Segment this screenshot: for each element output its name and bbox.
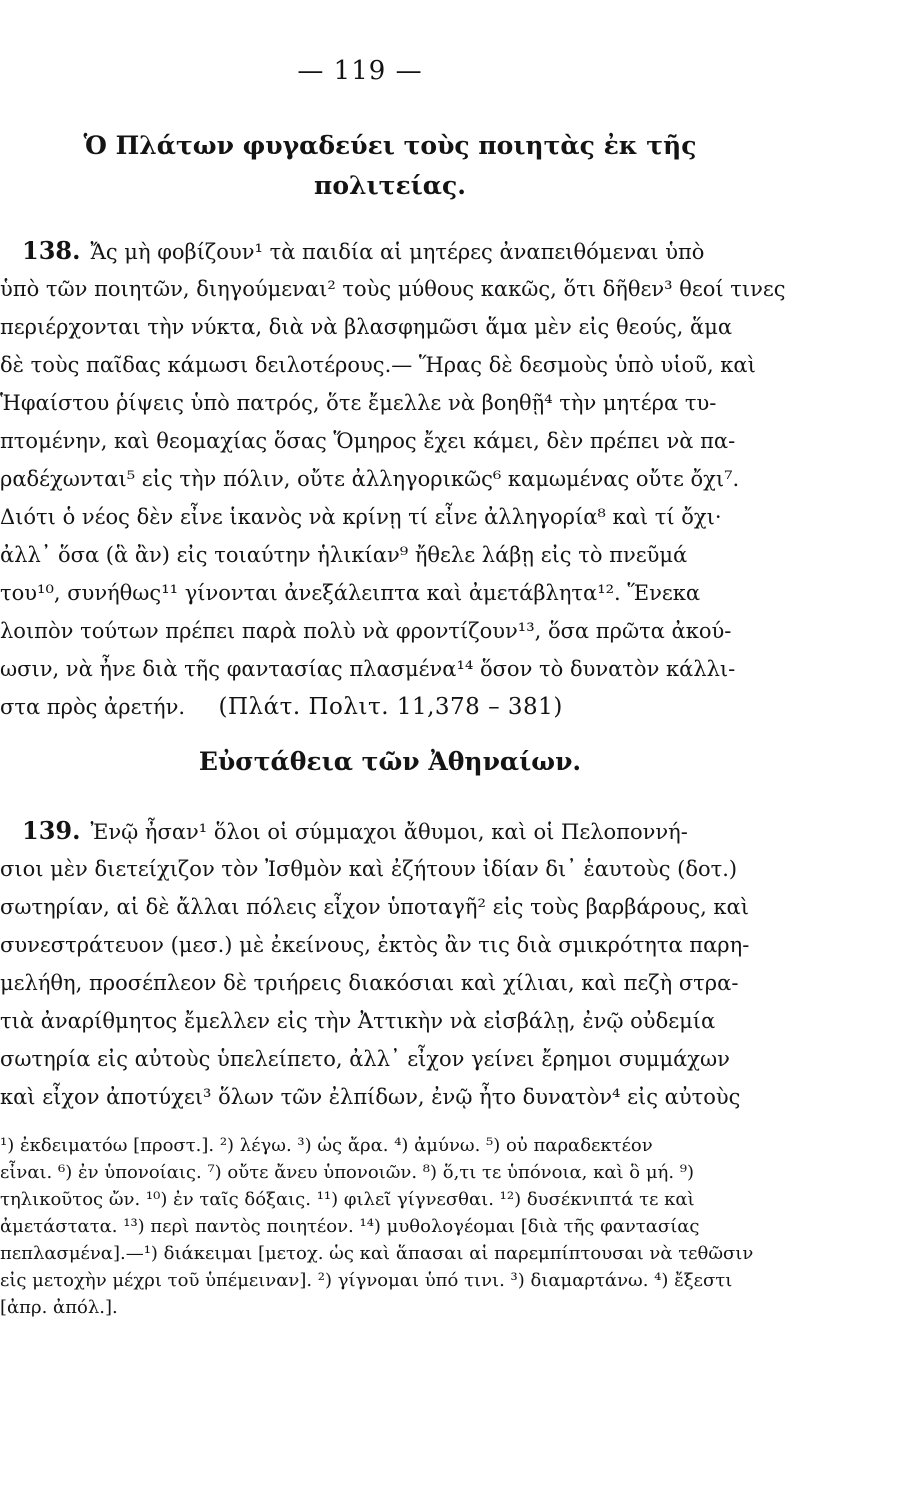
footnote-line: τηλικοῦτος ὤν. ¹⁰) ἐν ταῖς δόξαις. ¹¹) φιλεῖ γίγνεσθαι. ¹²) δυσέκνιπτά τε καὶ bbox=[0, 1189, 695, 1210]
section-139-heading: Εὐστάθεια τῶν Ἀθηναίων. bbox=[198, 747, 582, 776]
text-line: λοιπὸν τούτων πρέπει παρὰ πολὺ νὰ φροντίζουν¹³, ὅσα πρῶτα ἀκού- bbox=[0, 619, 732, 643]
text-line-content: Ἄς μὴ φοβίζουν¹ τὰ παιδία αἱ μητέρες ἀναπειθόμεναι ὑπὸ bbox=[90, 240, 705, 264]
text-line: μελήθη, προσέπλεον δὲ τριήρεις διακόσιαι καὶ χίλιαι, καὶ πεζὴ στρα- bbox=[0, 971, 739, 995]
text-line: τιὰ ἀναρίθμητος ἔμελλεν εἰς τὴν Ἀττικὴν νὰ εἰσβάλῃ, ἐνῷ οὐδεμία bbox=[0, 1009, 716, 1033]
text-line: σωτηρίαν, αἱ δὲ ἄλλαι πόλεις εἶχον ὑποταγῆ² εἰς τοὺς βαρβάρους, καὶ bbox=[0, 895, 749, 919]
text-line: περιέρχονται τὴν νύκτα, διὰ νὰ βλασφημῶσι ἅμα μὲν εἰς θεούς, ἅμα bbox=[0, 315, 733, 339]
footnote-line: ἀμετάστατα. ¹³) περὶ παντὸς ποιητέον. ¹⁴) μυθολογέομαι [διὰ τῆς φαντασίας bbox=[0, 1216, 700, 1237]
text-line: του¹⁰, συνήθως¹¹ γίνονται ἀνεξάλειπτα καὶ ἀμετάβλητα¹². Ἕνεκα bbox=[0, 581, 701, 605]
text-line: ραδέχωνται⁵ εἰς τὴν πόλιν, οὔτε ἀλληγορικῶς⁶ καμωμένας οὔτε ὄχι⁷. bbox=[0, 467, 740, 491]
text-line: ἀλλ᾽ ὅσα (ἃ ἂν) εἰς τοιαύτην ἡλικίαν⁹ ἤθελε λάβῃ εἰς τὸ πνεῦμά bbox=[0, 543, 688, 567]
page-number: — 119 — bbox=[297, 56, 423, 86]
text-line bbox=[22, 812, 910, 850]
text-line: Ἡφαίστου ῥίψεις ὑπὸ πατρός, ὅτε ἔμελλε νὰ βοηθῇ⁴ τὴν μητέρα τυ- bbox=[0, 391, 717, 415]
text-line: καὶ εἶχον ἀποτύχει³ ὅλων τῶν ἐλπίδων, ἐνῷ ἦτο δυνατὸν⁴ εἰς αὐτοὺς bbox=[0, 1085, 741, 1109]
footnote-line: εἰς μετοχὴν μέχρι τοῦ ὑπέμειναν]. ²) γίγνομαι ὑπό τινι. ³) διαμαρτάνω. ⁴) ἔξεστι bbox=[0, 1270, 733, 1291]
section-138-heading: Ὁ Πλάτων φυγαδεύει τοὺς ποιητὰς ἐκ τῆς πολιτείας. bbox=[83, 131, 697, 200]
text-line: ωσιν, νὰ ἦνε διὰ τῆς φαντασίας πλασμένα¹⁴ ὅσον τὸ δυνατὸν κάλλι- bbox=[0, 657, 736, 681]
text-line: Διότι ὁ νέος δὲν εἶνε ἱκανὸς νὰ κρίνῃ τί εἶνε ἀλληγορία⁸ καὶ τί ὄχι· bbox=[0, 505, 722, 529]
text-line: δὲ τοὺς παῖδας κάμωσι δειλοτέρους.— Ἥρας δὲ δεσμοὺς ὑπὸ υἱοῦ, καὶ bbox=[0, 353, 756, 377]
footnote-line: πεπλασμένα].—¹) διάκειμαι [μετοχ. ὡς καὶ ἅπασαι αἱ παρεμπίπτουσαι νὰ τεθῶσιν bbox=[0, 1243, 754, 1264]
footnote-line: ¹) ἐκδειματόω [προστ.]. ²) λέγω. ³) ὡς ἄρα. ⁴) ἀμύνω. ⁵) οὐ παραδεκτέον bbox=[0, 1135, 653, 1156]
text-line: στα πρὸς ἀρετήν. (Πλάτ. Πολιτ. 11,378 – 381) bbox=[0, 694, 563, 720]
text-line: συνεστράτευον (μεσ.) μὲ ἐκείνους, ἐκτὸς ἂν τις διὰ σμικρότητα παρη- bbox=[0, 933, 750, 957]
text-line: σωτηρία εἰς αὐτοὺς ὑπελείπετο, ἀλλ᾽ εἶχον γείνει ἔρημοι συμμάχων bbox=[0, 1047, 730, 1071]
footnote-line: εἶναι. ⁶) ἐν ὑπονοίαις. ⁷) οὔτε ἄνευ ὑπονοιῶν. ⁸) ὅ,τι τε ὑπόνοια, καὶ ὃ μή. ⁹) bbox=[0, 1162, 695, 1183]
section-number: 139. bbox=[22, 816, 81, 845]
footnote-line: [ἀπρ. ἀπόλ.]. bbox=[0, 1297, 118, 1318]
section-number: 138. bbox=[22, 236, 81, 265]
text-line: σιοι μὲν διετείχιζον τὸν Ἰσθμὸν καὶ ἐζήτουν ἰδίαν δι᾽ ἑαυτοὺς (δοτ.) bbox=[0, 857, 738, 881]
text-line: ὑπὸ τῶν ποιητῶν, διηγούμεναι² τοὺς μύθους κακῶς, ὅτι δῆθεν³ θεοί τινες bbox=[0, 277, 786, 301]
text-line: πτομένην, καὶ θεομαχίας ὅσας Ὅμηρος ἔχει κάμει, δὲν πρέπει νὰ πα- bbox=[0, 429, 736, 453]
text-line bbox=[22, 232, 910, 270]
citation: (Πλάτ. Πολιτ. 11,378 – 381) bbox=[218, 694, 563, 720]
text-line-content: Ἐνῷ ἦσαν¹ ὅλοι οἱ σύμμαχοι ἄθυμοι, καὶ οἱ Πελοποννή- bbox=[90, 820, 688, 844]
